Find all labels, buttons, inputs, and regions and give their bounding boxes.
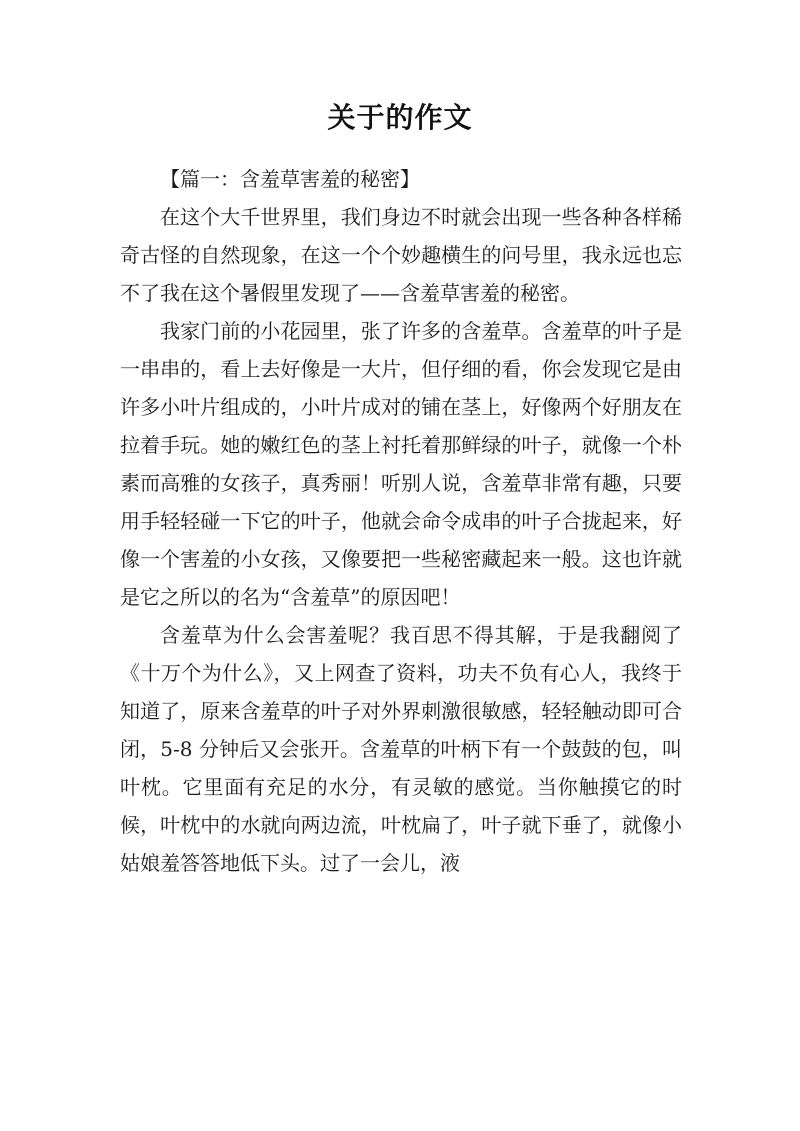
document-body: [120, 160, 682, 882]
paragraph: 我家门前的小花园里，张了许多的含羞草。含羞草的叶子是一串串的，看上去好像是一大片，但仔细的看，你会发现它是由许多小叶片组成的，小叶片成对的铺在茎上，好像两个好朋友在拉着手玩。她的嫩红色的茎上衬托着那鲜绿的叶子，就像一个朴素而高雅的女孩子，真秀丽！听别人说，含羞草非常有趣，只要用手轻轻碰一下它的叶子，他就会命令成串的叶子合拢起来，好像一个害羞的小女孩，又像要把一些秘密藏起来一般。这也许就是它之所以的名为“含羞草”的原因吧！: [120, 319, 682, 609]
paragraph: 在这个大千世界里，我们身边不时就会出现一些各种各样稀奇古怪的自然现象，在这一个个妙趣横生的问号里，我永远也忘不了我在这个暑假里发现了——含羞草害羞的秘密。: [120, 205, 682, 305]
document-title: 关于的作文: [327, 101, 473, 134]
section-heading: 【篇一：含羞草害羞的秘密】: [160, 167, 420, 191]
paragraph: 含羞草为什么会害羞呢？我百思不得其解，于是我翻阅了《十万个为什么》，又上网查了资料，功夫不负有心人，我终于知道了，原来含羞草的叶子对外界刺激很敏感，轻轻触动即可合闭，5-8 分钟后又会张开。含羞草的叶柄下有一个鼓鼓的包，叫叶枕。它里面有充足的水分，有灵敏的感觉。当你触摸它的时候，叶枕中的水就向两边流，叶枕扁了，叶子就下垂了，就像小姑娘羞答答地低下头。过了一会儿，液: [120, 623, 682, 875]
